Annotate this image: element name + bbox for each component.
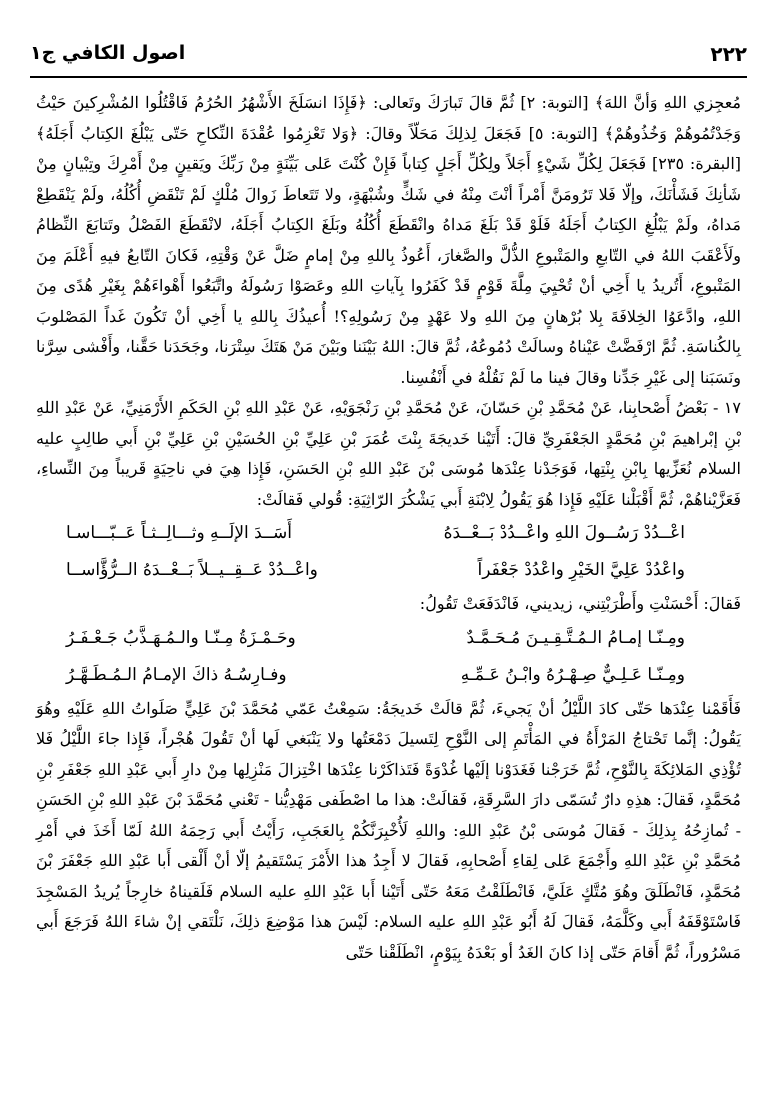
- closing-paragraph: فَأَقَمْنا عِنْدَها حَتّى كادَ اللَّيْلُ أنْ يَجيءَ، ثُمَّ قالَتْ خَديجَةُ: سَمِعْتُ عَمّي مُحَمَّدَ بْنَ عَلِيٍّ صَلَواتُ اللهِ عَلَيْهِ وهُوَ يَقُولُ: إنَّما تَحْتاجُ المَرْأَةُ في المَأْتَمِ إلى النَّوْحِ لِتَسيلَ دَمْعَتُها ولا يَنْبَغي لَها أنْ تَقُولَ هُجْراً، فَإِذا جاءَ اللَّيْلُ فَلا تُؤْذِي المَلائِكَةَ بِالنَّوْحِ، ثُمَّ خَرَجْنا فَغَدَوْنا إلَيْها غُدْوَةً فَتَذاكَرْنا عِنْدَها اخْتِزالَ مَنْزِلِها مِنْ دارِ أَبي عَبْدِ اللهِ جَعْفَرِ بْنِ مُحَمَّدٍ، فَقالَ: هذِهِ دارٌ تُسَمّى دارَ السَّرِقَةِ، فَقالَتْ: هذا ما اصْطَفى مَهْدِيُّنا - تَعْني مُحَمَّدَ بْنَ عَبْدِ اللهِ بْنِ الحَسَنِ - تُمازِحُهُ بِذلِكَ - فَقالَ مُوسَى بْنُ عَبْدِ اللهِ: واللهِ لَأُخْبِرَنَّكُمْ بِالعَجَبِ، رَأَيْتُ أَبي رَحِمَهُ اللهُ لَمّا أَخَذَ في أَمْرِ مُحَمَّدِ بْنِ عَبْدِ اللهِ وأَجْمَعَ عَلى لِقاءِ أَصْحابِهِ، فَقالَ لا أَجِدُ هذا الأَمْرَ يَسْتَقيمُ إلّا أنْ أَلْقى أَبا عَبْدِ اللهِ جَعْفَرَ بْنَ مُحَمَّدٍ، فَانْطَلَقَ وهُوَ مُتَّكٍ عَلَيَّ، فَانْطَلَقْتُ مَعَهُ حَتّى أَتَيْنا أَبا عَبْدِ اللهِ عليه السلام فَلَقيناهُ خارِجاً يُريدُ المَسْجِدَ فَاسْتَوْقَفَهُ أَبي وكَلَّمَهُ، فَقالَ لَهُ أَبُو عَبْدِ اللهِ عليه السلام: لَيْسَ هذا مَوْضِعَ ذلِكَ، نَلْتَقي إنْ شاءَ اللهُ فَرَجَعَ أَبي مَسْرُوراً، ثُمَّ أَقامَ حَتّى إذا كانَ الغَدُ أو بَعْدَهُ بِيَوْمٍ، انْطَلَقْنا حَتّى: [36, 698, 742, 962]
- book-title: اصول الكافي ج١: [30, 42, 186, 64]
- poem-1: [36, 515, 741, 589]
- page-number: ٢٢٢: [710, 42, 747, 66]
- second-hemistich: وحَـمْـزَةُ مِـنّـا والـمُـهَـذَّبُ جَـعْـفَـرُ: [66, 627, 296, 648]
- poem-1-verse: [36, 552, 741, 589]
- poem-2-verse: [36, 657, 741, 694]
- second-hemistich: واعْــدُدْ عَــقِــيــلاً بَــعْــدَهُ الــرُّؤَّاســا: [66, 560, 318, 580]
- paragraph-1: مُعجِزي اللهِ وَأنَّ اللهَ﴾ [التوبة: ٢] ثُمَّ قالَ تَبارَكَ وتَعالى: ﴿فَإِذَا انسَلَخَ الأَشْهُرُ الحُرُمُ فَاقْتُلُوا المُشْرِكينَ حَيْثُ وَجَدْتُمُوهُمْ وَخُذُوهُمْ﴾ [التوبة: ٥] فَجَعَلَ لِذلِكَ مَحَلّاً وقالَ: ﴿وَلا تَعْزِمُوا عُقْدَةَ النِّكاحِ حَتّى يَبْلُغَ الكِتابُ أَجَلَهُ﴾ [البقرة: ٢٣٥] فَجَعَلَ لِكُلِّ شَيْءٍ أَجَلاً ولِكُلِّ أَجَلٍ كِتاباً فَإِنْ كُنْتَ عَلى بَيِّنَةٍ مِنْ رَبِّكَ ويَقينٍ مِنْ أَمْرِكَ وتِبْيانٍ مِنْ شَأنِكَ فَشَأْنَكَ، وإلّا فَلا تَرُومَنَّ أَمْراً أنْتَ مِنْهُ في شَكٍّ وشُبْهَةٍ، ولا تَتَعاطَ زَوالَ مُلْكٍ لَمْ تَنْقَضِ أُكُلُهُ، ولَمْ يَنْقَطِعْ مَداهُ، ولَمْ يَبْلُغِ الكِتابُ أَجَلَهُ فَلَوْ قَدْ بَلَغَ مَداهُ وانْقَطَعَ أُكُلُهُ وبَلَغَ الكِتابُ أَجَلَهُ، لانْقَطَعَ الفَصْلُ وتَتابَعَ النِّظامُ ولَأَعْقَبَ اللهُ في التّابعِ والمَتْبوعِ الذُّلَّ والصَّغارَ، أَعُوذُ بِاللهِ مِنْ إمامٍ ضَلَّ عَنْ وَقْتِهِ، فَكانَ التّابعُ فيهِ أَعْلَمَ مِنَ المَتْبوعِ، أَتُريدُ يا أَخِي أنْ تُحْيِيَ مِلَّةَ قَوْمٍ قَدْ كَفَرُوا بِآياتِ اللهِ وعَصَوْا رَسُولَهُ واتَّبَعُوا أَهْواءَهُمْ بِغَيْرِ هُدًى مِنَ اللهِ، وادَّعَوُا الخِلافَةَ بِلا بُرْهانٍ مِنَ اللهِ ولا عَهْدٍ مِنْ رَسُولِهِ؟! أُعيذُكَ بِاللهِ يا أَخِي أنْ تَكُونَ غَداً المَصْلوبَ بِالكُناسَةِ. ثُمَّ ارْفَضَّتْ عَيْناهُ وسالَتْ دُمُوعُهُ، ثُمَّ قالَ: اللهُ بَيْنَنا وبَيْنَ مَنْ هَتَكَ سِتْرَنا، وجَحَدَنا حَقَّنا، وأَفْشى سِرَّنا ونَسَبَنا إلى غَيْرِ جَدِّنا وقالَ فينا ما لَمْ نَقُلْهُ في أَنْفُسِنا.: [36, 93, 742, 387]
- poem-1-verse: [36, 515, 741, 552]
- poem-2-verse: [36, 620, 741, 657]
- second-hemistich: وفـارِسُـهُ ذاكَ الإمـامُ الـمُـطَـهَّـرُ: [66, 664, 287, 685]
- first-hemistich: واعْدُدْ عَلِيَّ الخَيْرِ واعْدُدْ جَعْفَراً: [477, 560, 685, 580]
- first-hemistich: ومِـنّـا عَـلِـيٌّ صِـهْـرُهُ وابْـنُ عَـمِّـهِ: [460, 664, 685, 685]
- page-body: [36, 88, 741, 968]
- second-hemistich: أَسَــدَ الإلَــهِ وثـــالِــثـاً عَــبّـــاسـا: [66, 523, 292, 543]
- paragraph-2: ١٧ - بَعْضُ أَصْحابِنا، عَنْ مُحَمَّدِ بْنِ حَسّانَ، عَنْ مُحَمَّدِ بْنِ رَنْجَوَيْهِ، عَنْ عَبْدِ اللهِ بْنِ الحَكَمِ الأَرْمَنِيِّ، عَنْ عَبْدِ اللهِ بْنِ إبْراهيمَ بْنِ مُحَمَّدٍ الجَعْفَرِيِّ قالَ: أَتَيْنا خَديجَةَ بِنْتَ عُمَرَ بْنِ عَلِيِّ بْنِ الحُسَيْنِ بْنِ عَلِيِّ بْنِ أَبي طالِبٍ عليه السلام نُعَزِّيها بِابْنِ بِنْتِها، فَوَجَدْنا عِنْدَها مُوسَى بْنَ عَبْدِ اللهِ بْنِ الحَسَنِ، فَإِذا هِيَ في ناحِيَةٍ قَريباً مِنَ النِّساءِ، فَعَزَّيْناهُمْ، ثُمَّ أَقْبَلْنا عَلَيْهِ فَإِذا هُوَ يَقُولُ لِابْنَةِ أَبي يَشْكُرَ الرّاثِيَةِ: قُولي فَقالَتْ:: [36, 398, 742, 509]
- page-header: [30, 40, 747, 70]
- first-hemistich: ومِـنّـا إمـامُ الـمُـتَّـقِـيـنَ مُـحَـمَّـدٌ: [466, 627, 685, 648]
- header-rule: [30, 76, 747, 78]
- first-hemistich: اعْــدُدْ رَسُــولَ اللهِ واعْــدُدْ بَــعْــدَهُ: [443, 523, 685, 543]
- poem-2: [36, 620, 741, 694]
- interlude-line: فَقالَ: أَحْسَنْتِ وأَطْرَبْتِني، زيديني، فَانْدَفَعَتْ تَقُولُ:: [419, 594, 741, 613]
